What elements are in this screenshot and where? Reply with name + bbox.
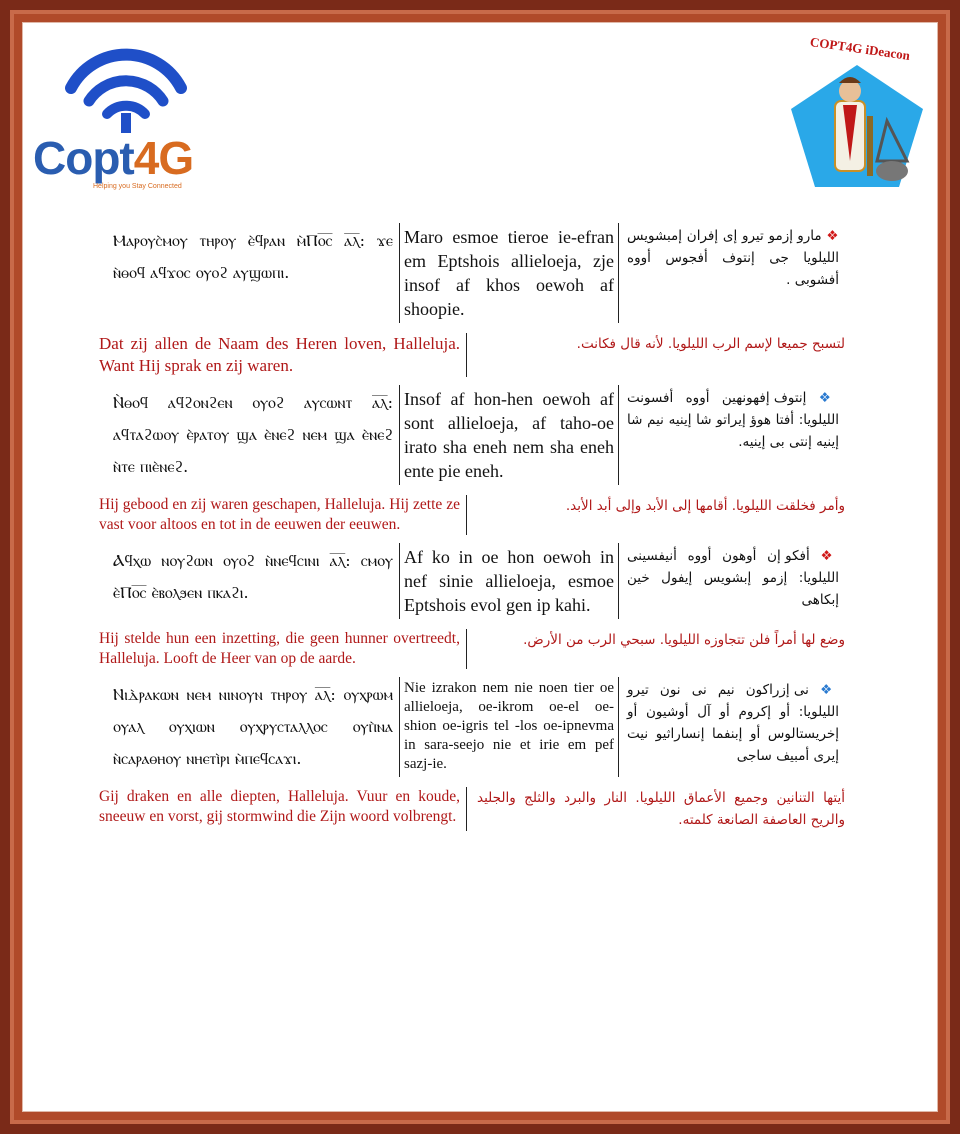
coptic-text: Ⲙⲁⲣⲟⲩⲥ̀ⲙⲟⲩ ⲧⲏⲣⲟⲩ ⲉ̀ϥⲣⲁⲛ ⲙ̀Ⲡⲟ̅ⲥ̅ ⲁ̅ⲗ̅: ϫⲉ ⲛ̀ⲑⲟϥ ⲁϥϫⲟⲥ ⲟⲩⲟϩ ⲁⲩϣⲱⲡⲓ.: [113, 231, 393, 282]
verse-row: [99, 677, 845, 777]
arabic-transliteration: [619, 677, 845, 777]
bullet-icon: ❖: [826, 228, 839, 244]
arabic-transliteration-text: نى إزراكون نيم نى نون تيرو الليلويا: أو إكروم أو آل أوشيون أو إخريستالوس أو إبنفما إنساراثيو نيت إيرى أمبيف ساجى: [627, 682, 839, 764]
deacon-emblem-icon: [787, 61, 927, 191]
copt4g-logo: [33, 43, 203, 190]
dutch-translation: Dat zij allen de Naam des Heren loven, Halleluja. Want Hij sprak en zij waren.: [99, 333, 467, 377]
dutch-translation: Hij stelde hun een inzetting, die geen hunner overtreedt, Halleluja. Looft de Heer van op de aarde.: [99, 629, 467, 669]
arabic-transliteration-text: مارو إزمو تيرو إى إفران إمبشويس الليلويا جى إنتوف أفجوس أووه أفشوبى .: [627, 228, 839, 288]
bullet-icon: ❖: [818, 390, 839, 406]
arabic-translation: وضع لها أمراً فلن تتجاوزه الليلويا. سبحي الرب من الأرض.: [523, 632, 845, 648]
coptic-text: Ⲛⲓⲇ̀ⲣⲁⲕⲱⲛ ⲛⲉⲙ ⲛⲓⲛⲟⲩⲛ ⲧⲏⲣⲟⲩ ⲁ̅ⲗ̅: ⲟⲩⲭⲣⲱⲙ ⲟⲩⲁⲗ ⲟⲩⲭⲓⲱⲛ ⲟⲩⲭⲣⲩⲥⲧⲁⲗⲗⲟⲥ ⲟⲩⲡ̀ⲛⲁ ⲛ̀ⲥⲁⲣⲁⲑⲏⲟⲩ ⲛⲏⲉⲧⲓ̀ⲣⲓ ⲙ̀ⲡⲉϥⲥⲁϫⲓ.: [113, 685, 393, 768]
dutch-translation: Gij draken en alle diepten, Halleluja. Vuur en koude, sneeuw en vorst, gij stormwind die Zijn woord volbrengt.: [99, 787, 467, 831]
wifi-icon: [61, 43, 191, 133]
hymn-content: [99, 223, 845, 839]
bullet-icon: ❖: [820, 548, 839, 564]
arabic-transliteration: [619, 543, 845, 619]
translation-row: [99, 787, 845, 831]
document-page: [22, 22, 938, 1112]
arabic-translation: وأمر فخلقت الليلويا. أقامها إلى الأبد وإلى أبد الأبد.: [565, 498, 845, 514]
translation-row: [99, 495, 845, 535]
verse-row: [99, 543, 845, 619]
transliteration-text: Maro esmoe tieroe ie-efran em Eptshois allieloeja, zje insof af khos oewoh af shoopie.: [399, 223, 619, 323]
copt4g-wordmark: [33, 131, 193, 185]
coptic-text: Ⲛ̀ⲑⲟϥ ⲁϥϩⲟⲛϩⲉⲛ ⲟⲩⲟϩ ⲁⲩⲥⲱⲛⲧ ⲁ̅ⲗ̅: ⲁϥⲧⲁϩⲱⲟⲩ ⲉ̀ⲣⲁⲧⲟⲩ ϣⲁ ⲉ̀ⲛⲉϩ ⲛⲉⲙ ϣⲁ ⲉ̀ⲛⲉϩ ⲛ̀ⲧⲉ ⲡⲓⲉ̀ⲛⲉϩ.: [113, 393, 393, 476]
arabic-translation: لتسبح جميعا لإسم الرب الليلويا. لأنه قال فكانت.: [576, 336, 845, 352]
transliteration-text: Nie izrakon nem nie noen tier oe allieloeja, oe-ikrom oe-el oe- shion oe-igris tel -los oe-ipnevma in sara-seejo nie et irie em pef sazj-ie.: [399, 677, 619, 777]
frame-inner: [10, 10, 950, 1124]
bullet-icon: ❖: [820, 682, 839, 698]
arabic-transliteration: [619, 385, 845, 485]
verse-row: [99, 385, 845, 485]
dutch-translation: Hij gebood en zij waren geschapen, Halleluja. Hij zette ze vast voor altoos en tot in de eeuwen der eeuwen.: [99, 495, 467, 535]
arabic-transliteration-text: أفكو إن أوهون أووه أنيفسينى الليلويا: إزمو إبشويس إيفول خين إبكاهى: [627, 548, 839, 608]
brand-copt: Copt: [33, 132, 134, 184]
arabic-transliteration: [619, 223, 845, 323]
ideacon-wordmark: COPT4G iDeacon: [809, 34, 911, 63]
arabic-translation: أيتها التنانين وجميع الأعماق الليلويا. النار والبرد والثلج والجليد والريح العاصفة الصانعة كلمته.: [477, 790, 845, 828]
copt4g-tagline: Helping you Stay Connected: [93, 183, 182, 190]
translation-row: [99, 629, 845, 669]
brand-4g: 4G: [133, 132, 194, 184]
transliteration-text: Af ko in oe hon oewoh in nef sinie allieloeja, esmoe Eptshois evol gen ip kahi.: [399, 543, 619, 619]
coptic-text: Ⲁϥⲭⲱ ⲛⲟⲩϩⲱⲛ ⲟⲩⲟϩ ⲛ̀ⲛⲉϥⲥⲓⲛⲓ ⲁ̅ⲗ̅: ⲥⲙⲟⲩ ⲉ̀Ⲡⲟ̅ⲥ̅ ⲉ̀ⲃⲟⲗϧⲉⲛ ⲡⲕⲁϩⲓ.: [113, 551, 393, 602]
verse-row: [99, 223, 845, 323]
arabic-transliteration-text: إنتوف إفهونهين أووه أفسونت الليلويا: أفتا هوؤ إيراتو شا إينيه نيم شا إينيه إنتى بى إينيه.: [627, 390, 839, 450]
ideacon-logo: [787, 34, 927, 191]
transliteration-text: Insof af hon-hen oewoh af sont allieloeja, af taho-oe irato sha eneh nem sha eneh ente pie eneh.: [399, 385, 619, 485]
translation-row: [99, 333, 845, 377]
